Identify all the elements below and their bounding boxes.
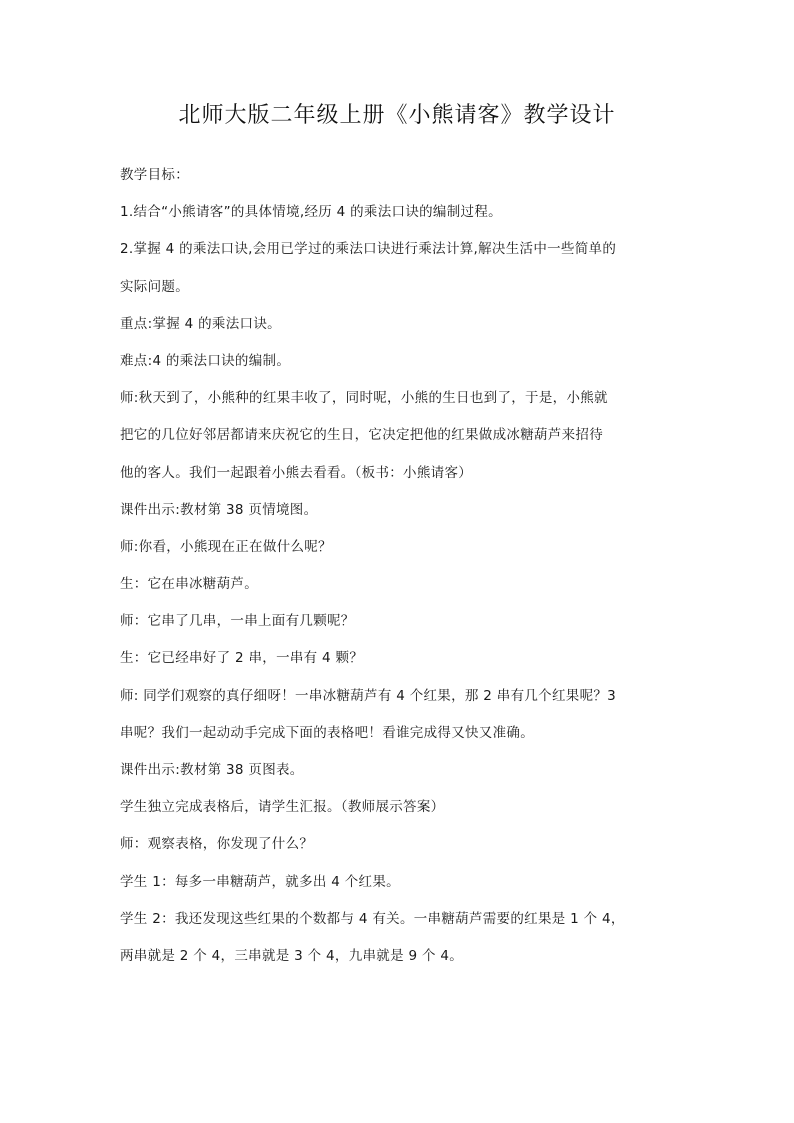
text-line-key-point: 重点:掌握 4 的乘法口诀。 <box>120 315 281 332</box>
text-line-goal-1: 1.结合“小熊请客”的具体情境,经历 4 的乘法口诀的编制过程。 <box>120 204 502 221</box>
text-line-student-answer-2: 生：它已经串好了 2 串，一串有 4 颗？ <box>120 650 364 667</box>
text-line-goal-2: 2.掌握 4 的乘法口诀,会用已学过的乘法口诀进行乘法计算,解决生活中一些简单的 <box>120 241 617 258</box>
text-line-teaching-goals-heading: 教学目标： <box>120 167 189 183</box>
document-title: 北师大版二年级上册《小熊请客》教学设计 <box>178 103 616 128</box>
text-line-teacher-praise: 师: 同学们观察的真仔细呀！一串冰糖葫芦有 4 个红果，那 2 串有几个红果呢？3 <box>120 687 617 704</box>
text-line-teacher-intro: 师:秋天到了，小熊种的红果丰收了，同时呢，小熊的生日也到了，于是，小熊就 <box>120 390 608 407</box>
text-line-student-answer-1: 生：它在串冰糖葫芦。 <box>120 576 258 593</box>
text-line-courseware-table: 课件出示:教材第 38 页图表。 <box>120 762 304 778</box>
text-line-teacher-praise-cont: 串呢？我们一起动动手完成下面的表格吧！看谁完成得又快又准确。 <box>120 724 534 741</box>
text-line-student-2: 学生 2：我还发现这些红果的个数都与 4 有关。一串糖葫芦需要的红果是 1 个 4， <box>120 910 625 927</box>
text-line-difficulty: 难点:4 的乘法口诀的编制。 <box>120 352 291 369</box>
text-line-teacher-question-1: 师:你看，小熊现在正在做什么呢？ <box>120 538 332 555</box>
document-body <box>120 157 690 975</box>
text-line-teacher-observe: 师：观察表格，你发现了什么？ <box>120 836 314 853</box>
text-line-courseware-scene: 课件出示:教材第 38 页情境图。 <box>120 501 318 518</box>
text-line-student-1: 学生 1：每多一串糖葫芦，就多出 4 个红果。 <box>120 873 400 890</box>
text-line-student-2-cont: 两串就是 2 个 4，三串就是 3 个 4，九串就是 9 个 4。 <box>120 947 464 964</box>
text-line-teacher-intro-cont: 把它的几位好邻居都请来庆祝它的生日，它决定把他的红果做成冰糖葫芦来招待 <box>120 427 603 444</box>
text-line-goal-2-cont: 实际问题。 <box>120 278 189 295</box>
text-line-teacher-intro-end: 他的客人。我们一起跟着小熊去看看。（板书：小熊请客） <box>120 464 473 481</box>
text-line-student-report: 学生独立完成表格后，请学生汇报。（教师展示答案） <box>120 799 445 816</box>
text-line-teacher-question-2: 师：它串了几串，一串上面有几颗呢？ <box>120 613 355 630</box>
